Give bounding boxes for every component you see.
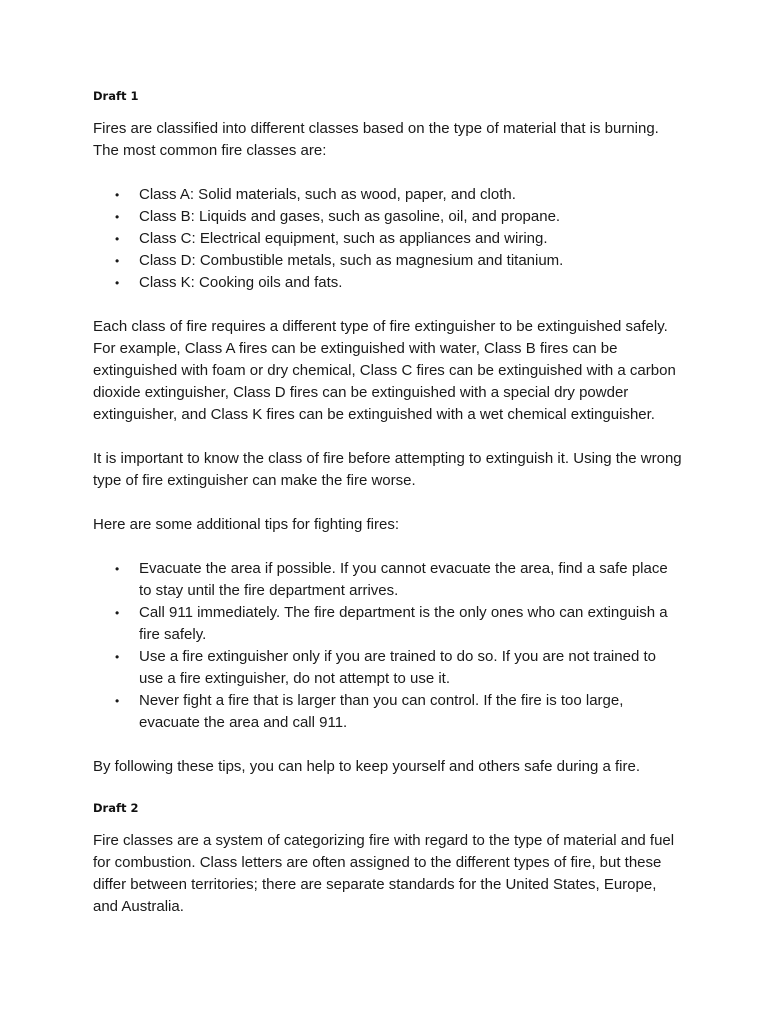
list-item: • Class A: Solid materials, such as wood, paper, and cloth. bbox=[93, 184, 683, 206]
bullet-icon: • bbox=[115, 606, 120, 620]
list-item: • Class B: Liquids and gases, such as gasoline, oil, and propane. bbox=[93, 206, 683, 228]
list-item: • Class K: Cooking oils and fats. bbox=[93, 272, 683, 294]
draft-2-heading: Draft 2 bbox=[93, 801, 139, 815]
bullet-icon: • bbox=[115, 276, 120, 290]
tips-intro: Here are some additional tips for fighting fires: bbox=[93, 516, 399, 533]
list-item: • Evacuate the area if possible. If you cannot evacuate the area, find a safe place to stay until the fire department arrives. bbox=[115, 560, 668, 599]
bullet-icon: • bbox=[115, 650, 120, 664]
list-item: • Class D: Combustible metals, such as magnesium and titanium. bbox=[93, 250, 683, 272]
closing-paragraph: By following these tips, you can help to keep yourself and others safe during a fire. bbox=[93, 758, 640, 775]
list-item: • Never fight a fire that is larger than you can control. If the fire is too large, evacuate the area and call 911. bbox=[115, 692, 624, 731]
list-item: • Use a fire extinguisher only if you are trained to do so. If you are not trained to use a fire extinguisher, do not attempt to use it. bbox=[115, 648, 656, 687]
fire-tips-list bbox=[93, 558, 683, 734]
importance-paragraph: It is important to know the class of fire before attempting to extinguish it. Using the wrong type of fire extinguisher can make the fire worse. bbox=[93, 450, 682, 489]
bullet-icon: • bbox=[115, 188, 120, 202]
bullet-icon: • bbox=[115, 562, 120, 576]
fire-classes-list bbox=[93, 184, 683, 294]
extinguisher-paragraph: Each class of fire requires a different type of fire extinguisher to be extinguished safely. For example, Class A fires can be extinguished with water, Class B fires can be extinguished with foam or dry chemical, Class C fires can be extinguished with a carbon dioxide extinguisher, Class D fires can be extinguished with a special dry powder extinguisher, and Class K fires can be extinguished with a wet chemical extinguisher. bbox=[93, 318, 676, 423]
bullet-icon: • bbox=[115, 694, 120, 708]
document-page bbox=[93, 88, 683, 940]
bullet-icon: • bbox=[115, 254, 120, 268]
draft-1-intro: Fires are classified into different classes based on the type of material that is burning. The most common fire classes are: bbox=[93, 120, 659, 159]
list-item: • Call 911 immediately. The fire department is the only ones who can extinguish a fire safely. bbox=[115, 604, 668, 643]
draft-1-heading: Draft 1 bbox=[93, 89, 139, 103]
bullet-icon: • bbox=[115, 210, 120, 224]
bullet-icon: • bbox=[115, 232, 120, 246]
draft-2-intro: Fire classes are a system of categorizing fire with regard to the type of material and fuel for combustion. Class letters are often assigned to the different types of fire, but these differ between territories; there are separate standards for the United States, Europe, and Australia. bbox=[93, 832, 675, 915]
list-item: • Class C: Electrical equipment, such as appliances and wiring. bbox=[93, 228, 683, 250]
